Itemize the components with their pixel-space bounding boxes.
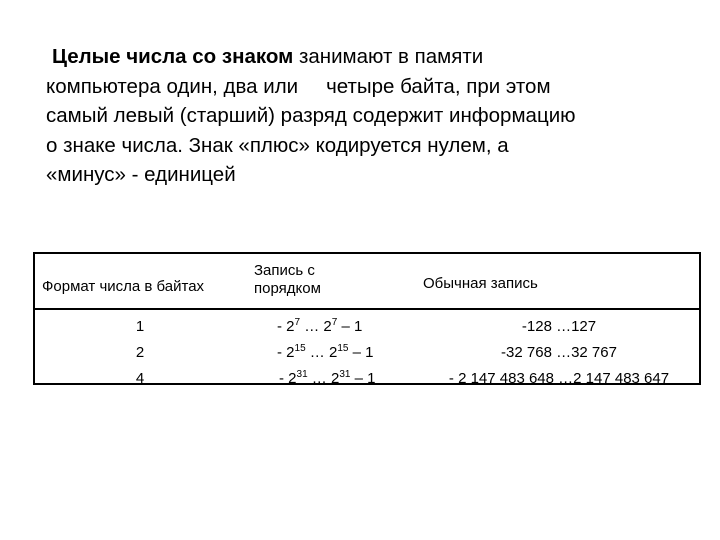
order-cell: [255, 366, 415, 392]
order-suffix: – 1: [337, 318, 363, 335]
bytes-cell: 1: [135, 318, 145, 335]
exponent: 15: [337, 343, 349, 354]
order-cell: [255, 314, 415, 340]
line-2-text-b: четыре байта, при этом: [326, 74, 551, 98]
order-cell: [255, 340, 415, 366]
bytes-cell: 2: [135, 344, 145, 361]
plain-cell: -32 768 …32 767: [501, 344, 617, 361]
exponent: 15: [294, 343, 306, 354]
paragraph-line-3: самый левый (старший) разряд содержит информацию: [46, 104, 576, 127]
bold-term: Целые числа со знаком: [52, 45, 294, 68]
plain-cell: -128 …127: [521, 318, 597, 335]
exponent: 7: [331, 317, 338, 328]
exponent: 7: [294, 317, 301, 328]
order-mid: … 2: [307, 370, 340, 387]
exponent: 31: [339, 369, 351, 380]
header-order: [254, 262, 321, 298]
main-paragraph: [46, 42, 696, 190]
header-divider: [35, 308, 699, 310]
header-order-line-2: порядком: [254, 280, 321, 297]
order-prefix: - 2: [277, 344, 295, 361]
bytes-cell: 4: [135, 370, 145, 387]
paragraph-line-2: [46, 72, 696, 102]
header-format: Формат числа в байтах: [42, 278, 205, 295]
order-prefix: - 2: [277, 318, 295, 335]
plain-cell: - 2 147 483 648 …2 147 483 647: [448, 370, 670, 387]
line-2-text-a: компьютера один, два или: [46, 74, 299, 98]
order-suffix: – 1: [350, 370, 376, 387]
order-mid: … 2: [305, 344, 338, 361]
line-1-text: занимают в памяти: [293, 45, 484, 68]
order-suffix: – 1: [348, 344, 374, 361]
paragraph-line-4: о знаке числа. Знак «плюс» кодируется нулем, а: [46, 133, 509, 157]
bytes-column: [120, 314, 160, 392]
header-order-line-1: Запись с: [254, 262, 315, 279]
plain-column: [423, 314, 695, 392]
order-mid: … 2: [300, 318, 332, 335]
order-column: [255, 314, 415, 392]
header-plain: Обычная запись: [423, 275, 538, 292]
number-range-table: [33, 252, 701, 385]
paragraph-line-1: [46, 42, 696, 72]
order-prefix: - 2: [279, 370, 297, 387]
exponent: 31: [296, 369, 308, 380]
paragraph-line-5: «минус» - единицей: [46, 163, 236, 186]
